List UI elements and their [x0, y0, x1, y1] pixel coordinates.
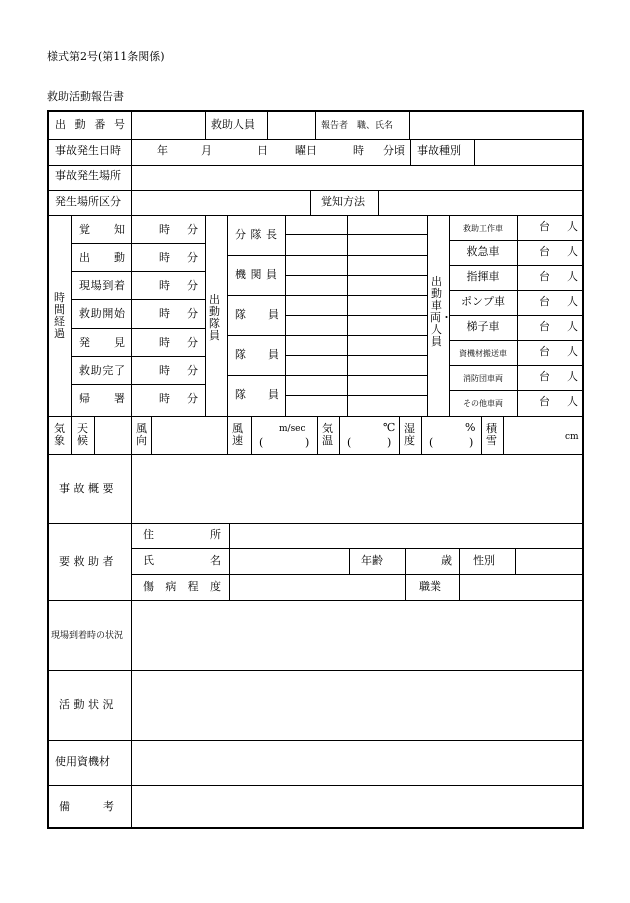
- crew-role-label: 隊 員: [235, 348, 279, 361]
- time-hour-unit: 時: [159, 251, 170, 264]
- vehicle-type-label: その他車両: [463, 399, 503, 408]
- time-minute-unit: 分: [187, 279, 198, 292]
- label-victim: 要 救 助 者: [59, 555, 114, 568]
- time-minute-unit: 分: [187, 251, 198, 264]
- time-minute-unit: 分: [187, 223, 198, 236]
- label-dispatch-crew: 出動隊員: [209, 293, 220, 342]
- label-weather: 気象: [54, 422, 65, 447]
- vehicle-type-label: 救急車: [466, 245, 500, 258]
- label-age: 年齢: [361, 554, 383, 567]
- vehicle-type-label: 指揮車: [466, 270, 500, 283]
- paren-close-3: ): [469, 436, 474, 449]
- vehicle-person-unit: 人: [567, 295, 578, 308]
- vehicle-count-unit: 台: [539, 270, 550, 283]
- vehicle-person-unit: 人: [567, 370, 578, 383]
- form-number: 様式第2号(第11条関係): [47, 50, 165, 63]
- vehicle-count-unit: 台: [539, 370, 550, 383]
- label-occupation: 職業: [419, 580, 441, 593]
- vehicle-person-unit: 人: [567, 270, 578, 283]
- label-temperature: 気温: [322, 422, 333, 447]
- time-minute-unit: 分: [187, 392, 198, 405]
- label-weekday: 曜日: [295, 144, 317, 157]
- label-month: 月: [201, 144, 212, 157]
- paren-close-2: ): [387, 436, 392, 449]
- time-hour-unit: 時: [159, 279, 170, 292]
- vehicle-type-label: 救助工作車: [463, 224, 503, 233]
- paren-open-3: (: [429, 436, 434, 449]
- unit-percent: %: [465, 421, 476, 434]
- label-dispatch-number: 出 動 番 号: [55, 118, 125, 131]
- label-humidity: 湿度: [404, 422, 415, 447]
- time-row-label: 帰 署: [79, 392, 125, 405]
- time-row-label: 発 見: [79, 336, 125, 349]
- vehicle-type-label: 資機材搬送車: [459, 349, 507, 358]
- label-rescued-count: 救助人員: [211, 118, 255, 131]
- label-years-old: 歳: [441, 554, 452, 567]
- label-time-elapsed: 時間経過: [54, 291, 65, 340]
- label-dispatch-vehicles: 出動車両・人員: [430, 275, 452, 348]
- label-accident-summary: 事 故 概 要: [59, 482, 114, 495]
- label-year: 年: [157, 144, 168, 157]
- paren-open-2: (: [347, 436, 352, 449]
- crew-role-label: 分 隊 長: [235, 228, 277, 241]
- paren-close-1: ): [305, 436, 310, 449]
- label-snow: 積雪: [486, 422, 497, 447]
- label-detection-method: 覚知方法: [321, 195, 365, 208]
- crew-role-label: 隊 員: [235, 388, 279, 401]
- paren-open-1: (: [259, 436, 264, 449]
- unit-cm: cm: [565, 432, 579, 442]
- time-hour-unit: 時: [159, 392, 170, 405]
- label-accident-place: 事故発生場所: [55, 169, 121, 182]
- label-address: 住 所: [143, 528, 221, 541]
- vehicle-count-unit: 台: [539, 245, 550, 258]
- label-minute: 分頃: [383, 144, 405, 157]
- report-form: [47, 110, 584, 829]
- vehicle-person-unit: 人: [567, 395, 578, 408]
- vehicle-type-label: ポンプ車: [461, 295, 505, 308]
- label-remarks: 備 考: [59, 800, 114, 813]
- vehicle-count-unit: 台: [539, 295, 550, 308]
- time-hour-unit: 時: [159, 223, 170, 236]
- time-row-label: 救助開始: [79, 307, 125, 320]
- label-wind-direction: 風向: [136, 422, 147, 447]
- time-row-label: 現場到着: [79, 279, 125, 292]
- time-minute-unit: 分: [187, 307, 198, 320]
- time-row-label: 出 動: [79, 251, 125, 264]
- label-condition: 天候: [77, 422, 88, 447]
- time-hour-unit: 時: [159, 307, 170, 320]
- vehicle-person-unit: 人: [567, 220, 578, 233]
- label-injury-level: 傷 病 程 度: [143, 580, 221, 593]
- vehicle-count-unit: 台: [539, 220, 550, 233]
- vehicle-count-unit: 台: [539, 345, 550, 358]
- label-accident-datetime: 事故発生日時: [55, 144, 121, 157]
- label-wind-speed: 風速: [232, 422, 243, 447]
- label-accident-type: 事故種別: [417, 144, 461, 157]
- crew-role-label: 隊 員: [235, 308, 279, 321]
- unit-msec: m/sec: [279, 424, 306, 434]
- time-hour-unit: 時: [159, 364, 170, 377]
- time-hour-unit: 時: [159, 336, 170, 349]
- label-reporter: 報告者 職、氏名: [321, 121, 394, 131]
- label-hour: 時: [353, 144, 364, 157]
- crew-role-label: 機 関 員: [235, 268, 277, 281]
- time-minute-unit: 分: [187, 336, 198, 349]
- time-row-label: 救助完了: [79, 364, 125, 377]
- form-title: 救助活動報告書: [47, 90, 124, 103]
- label-sex: 性別: [473, 554, 495, 567]
- time-minute-unit: 分: [187, 364, 198, 377]
- label-arrival-status: 現場到着時の状況: [51, 631, 124, 641]
- label-equipment-used: 使用資機材: [55, 755, 110, 768]
- time-row-label: 覚 知: [79, 223, 125, 236]
- label-area-category: 発生場所区分: [55, 195, 121, 208]
- label-activity-status: 活 動 状 況: [59, 698, 114, 711]
- vehicle-type-label: 消防団車両: [463, 374, 503, 383]
- unit-celsius: ℃: [383, 421, 396, 434]
- vehicle-person-unit: 人: [567, 245, 578, 258]
- vehicle-type-label: 梯子車: [466, 320, 500, 333]
- vehicle-person-unit: 人: [567, 345, 578, 358]
- label-day: 日: [257, 144, 268, 157]
- vehicle-count-unit: 台: [539, 395, 550, 408]
- label-name: 氏 名: [143, 554, 221, 567]
- vehicle-count-unit: 台: [539, 320, 550, 333]
- vehicle-person-unit: 人: [567, 320, 578, 333]
